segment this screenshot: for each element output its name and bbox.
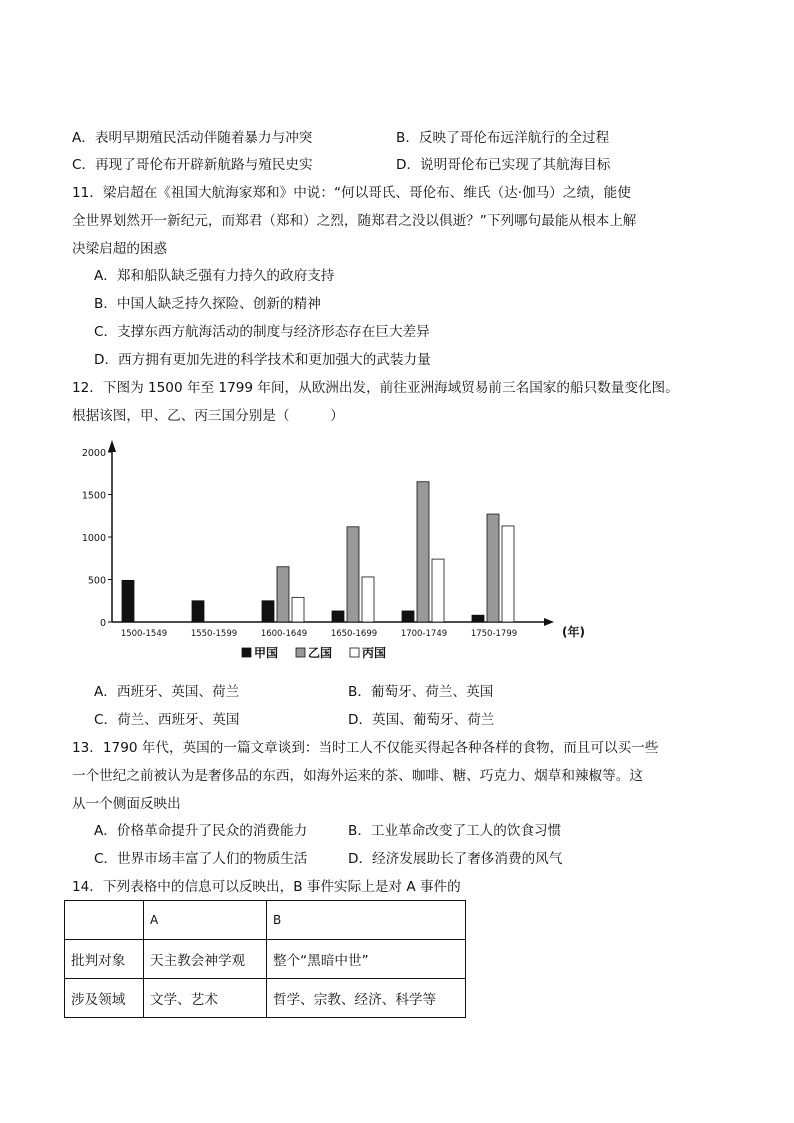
q13-option-b: B．工业革命改变了工人的饮食习惯 — [348, 823, 562, 839]
bar — [502, 526, 514, 622]
comparison-table — [64, 900, 466, 1018]
q13-option-d: D．经济发展助长了奢侈消费的风气 — [348, 851, 563, 867]
legend-swatch — [296, 648, 305, 657]
q12-stem-line-1: 12．下图为 1500 年至 1799 年间，从欧洲出发，前往亚洲海域贸易前三名国家的船只数量变化图。 — [72, 380, 679, 396]
q10-option-c: C．再现了哥伦布开辟新航路与殖民史实 — [72, 157, 313, 173]
table-header-cell: B — [267, 901, 466, 940]
x-axis-label: (年) — [562, 625, 585, 639]
bar — [402, 611, 414, 622]
table-row — [65, 940, 466, 979]
table-header-cell: A — [144, 901, 267, 940]
bar — [262, 601, 274, 622]
q13-stem-line-1: 13．1790 年代，英国的一篇文章谈到：当时工人不仅能买得起各种各样的食物，而且可以买一些 — [72, 740, 659, 756]
q12-option-b: B．葡萄牙、荷兰、英国 — [348, 684, 494, 700]
bar — [487, 514, 499, 622]
bar — [277, 567, 289, 622]
q12-option-d: D．英国、葡萄牙、荷兰 — [348, 712, 495, 728]
legend-label: 丙国 — [362, 646, 387, 660]
q11-stem-line-1: 11．梁启超在《祖国大航海家郑和》中说：“何以哥氏、哥伦布、维氏（达·伽马）之绩，能使 — [72, 185, 631, 201]
y-axis-arrow — [108, 440, 116, 452]
x-tick-label: 1750-1799 — [470, 629, 518, 639]
x-axis-arrow — [544, 618, 554, 626]
x-tick-label: 1500-1549 — [120, 629, 168, 639]
y-tick-label: 1500 — [81, 490, 106, 502]
y-tick-label: 2000 — [81, 448, 106, 459]
legend-swatch — [350, 648, 359, 657]
q11-option-c: C．支撑东西方航海活动的制度与经济形态存在巨大差异 — [94, 324, 430, 340]
q13-stem-line-2: 一个世纪之前被认为是奢侈品的东西，如海外运来的茶、咖啡、糖、巧克力、烟草和辣椒等。这 — [72, 768, 643, 784]
table-header-row — [65, 901, 466, 940]
q13-option-c: C．世界市场丰富了人们的物质生活 — [94, 851, 308, 867]
bar — [417, 482, 429, 622]
q12-option-c: C．荷兰、西班牙、英国 — [94, 712, 240, 728]
q11-stem-line-3: 决梁启超的困惑 — [72, 241, 168, 257]
legend-label: 甲国 — [254, 646, 279, 660]
table-cell: 哲学、宗教、经济、科学等 — [267, 979, 466, 1018]
bar — [347, 527, 359, 622]
q11-stem-line-2: 全世界划然开一新纪元，而郑君（郑和）之烈，随郑君之没以俱逝？”下列哪句最能从根本上解 — [72, 213, 637, 229]
x-tick-label: 1600-1649 — [260, 629, 308, 639]
table-cell: 涉及领域 — [65, 979, 144, 1018]
table-cell: 文学、艺术 — [144, 979, 267, 1018]
bar — [192, 601, 204, 622]
table-cell: 整个“黑暗中世” — [267, 940, 466, 979]
q14-stem: 14．下列表格中的信息可以反映出，B 事件实际上是对 A 事件的 — [72, 879, 461, 895]
q12-option-a: A．西班牙、英国、荷兰 — [94, 684, 240, 700]
y-tick-label: 1000 — [81, 533, 106, 544]
y-tick-label: 0 — [99, 618, 106, 629]
x-tick-label: 1550-1599 — [190, 629, 238, 639]
x-tick-label: 1650-1699 — [330, 629, 378, 639]
table-row — [65, 979, 466, 1018]
bar — [332, 611, 344, 622]
bar — [122, 580, 134, 622]
bar — [432, 559, 444, 622]
table-header-cell — [65, 901, 144, 940]
q12-stem-line-2: 根据该图，甲、乙、丙三国分别是（ ） — [72, 408, 344, 424]
bar — [362, 577, 374, 622]
q11-option-d: D．西方拥有更加先进的科学技术和更加强大的武装力量 — [94, 352, 431, 368]
q10-option-b: B．反映了哥伦布远洋航行的全过程 — [396, 130, 610, 146]
table-cell: 批判对象 — [65, 940, 144, 979]
legend-swatch — [242, 648, 251, 657]
q11-option-a: A．郑和船队缺乏强有力持久的政府支持 — [94, 268, 335, 284]
ship-count-bar-chart — [62, 440, 602, 675]
q10-option-a: A．表明早期殖民活动伴随着暴力与冲突 — [72, 130, 313, 146]
q10-option-d: D．说明哥伦布已实现了其航海目标 — [396, 157, 611, 173]
legend-label: 乙国 — [308, 646, 333, 660]
q13-option-a: A．价格革命提升了民众的消费能力 — [94, 823, 308, 839]
bar — [472, 615, 484, 622]
x-tick-label: 1700-1749 — [400, 629, 448, 639]
bar — [292, 597, 304, 622]
table-cell: 天主教会神学观 — [144, 940, 267, 979]
y-tick-label: 500 — [87, 575, 106, 587]
q13-stem-line-3: 从一个侧面反映出 — [72, 796, 181, 812]
q11-option-b: B．中国人缺乏持久探险、创新的精神 — [94, 296, 321, 312]
